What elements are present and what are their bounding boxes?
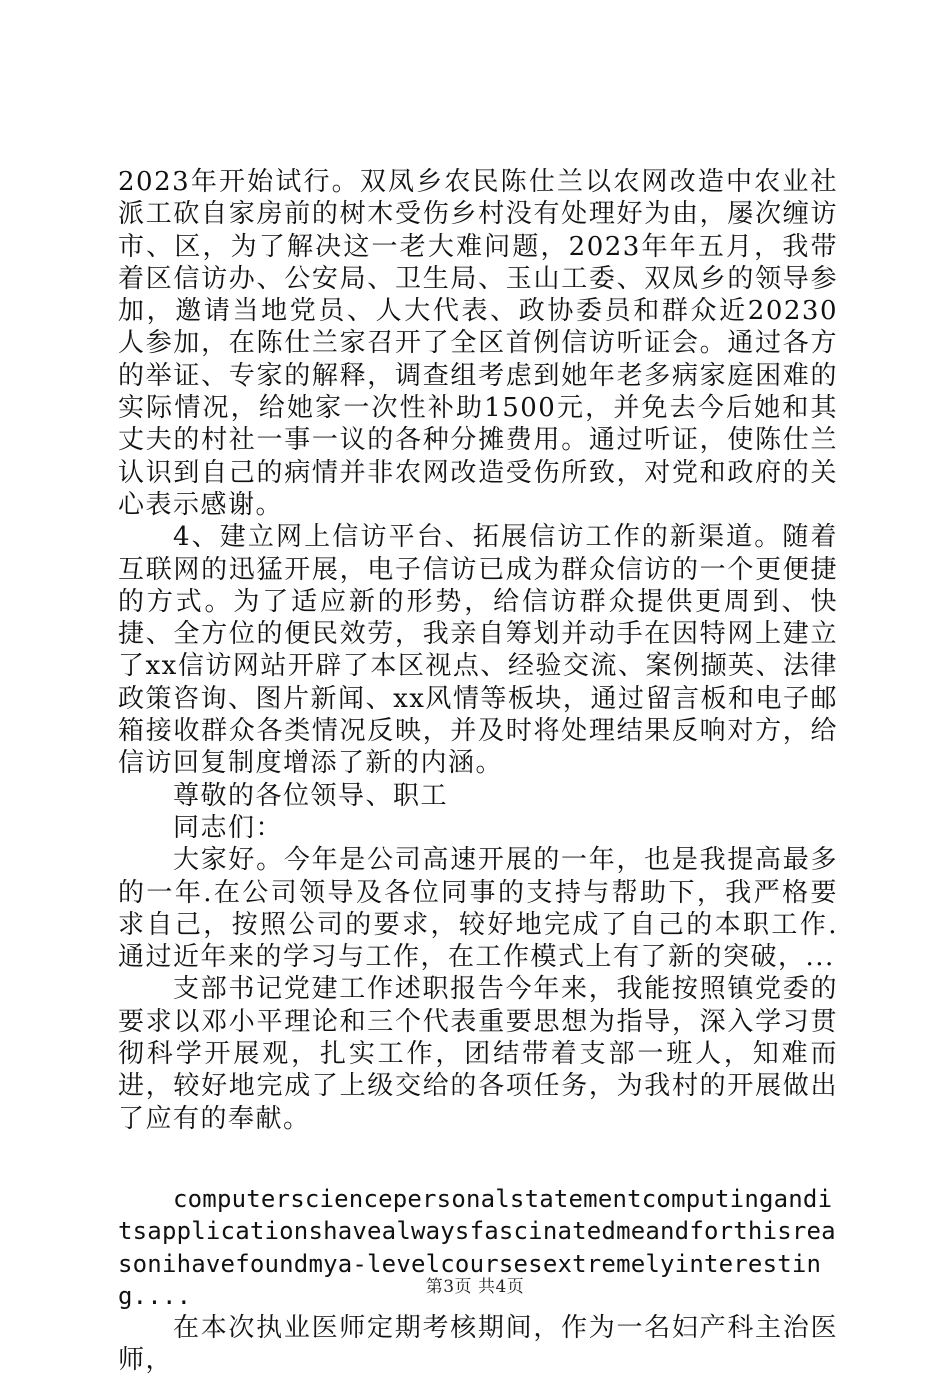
paragraph-salutation-comrades: 同志们： (173, 812, 284, 843)
paragraph-party-secretary-report: 支部书记党建工作述职报告今年来，我能按照镇党委的要求以邓小平理论和三个代表重要思想为指导，深入学习贯彻科学开展观，扎实工作，团结带着支部一班人，知难而进，较好地完成了上级交给的各项任务，为我村的开展做出了应有的奉献。 (118, 974, 838, 1134)
page-number-footer: 第3页 共4页 (425, 1277, 525, 1297)
paragraph-company-greeting: 大家好。今年是公司高速开展的一年，也是我提高最多的一年.在公司领导及各位同事的支持与帮助下，我严格要求自己，按照公司的要求，较好地完成了自己的本职工作.通过近年来的学习与工作，在工作模式上有了新的突破，... (118, 845, 838, 973)
paragraph-personal-statement: computersciencepersonalstatementcomputinganditsapplicationshavealwaysfascinatedmeandforthisreasonihavefoundmya-levelcoursesextremelyinteresting.... (118, 1184, 836, 1310)
paragraph-online-petition-platform: 4、建立网上信访平台、拓展信访工作的新渠道。随着互联网的迅猛开展，电子信访已成为群众信访的一个更便捷的方式。为了适应新的形势，给信访群众提供更周到、快捷、全方位的便民效劳，我亲自筹划并动手在因特网上建立了xx信访网站开辟了本区视点、经验交流、案例撷英、法律政策咨询、图片新闻、xx风情等板块，通过留言板和电子邮箱接收群众各类情况反映，并及时将处理结果反响对方，给信访回复制度增添了新的内涵。 (118, 522, 838, 779)
paragraph-salutation-leaders: 尊敬的各位领导、职工 (173, 780, 449, 811)
document-body (118, 166, 838, 1377)
paragraph-physician-assessment: 在本次执业医师定期考核期间，作为一名妇产科主治医师， (118, 1313, 838, 1376)
paragraph-petition-hearing: 2023年开始试行。双凤乡农民陈仕兰以农网改造中农业社派工砍自家房前的树木受伤乡村没有处理好为由，屡次缠访市、区，为了解决这一老大难问题，2023年年五月，我带着区信访办、公安局、卫生局、玉山工委、双凤乡的领导参加，邀请当地党员、人大代表、政协委员和群众近20230人参加，在陈仕兰家召开了全区首例信访听证会。通过各方的举证、专家的解释，调查组考虑到她年老多病家庭困难的实际情况，给她家一次性补助1500元，并免去今后她和其丈夫的村社一事一议的各种分摊费用。通过听证，使陈仕兰认识到自己的病情并非农网改造受伤所致，对党和政府的关心表示感谢。 (118, 167, 838, 520)
